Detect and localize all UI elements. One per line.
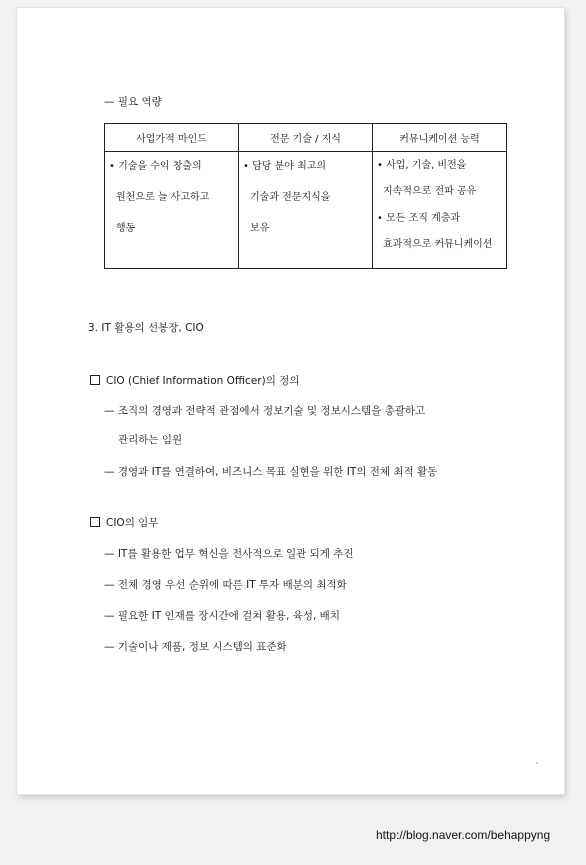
list-item: — 기술이나 제품, 정보 시스템의 표준화 <box>104 641 287 653</box>
table-cell <box>105 152 239 269</box>
table-header: 커뮤니케이션 능력 <box>373 124 507 152</box>
cell-line: • 사업, 기술, 비전을 <box>377 160 467 171</box>
table-header: 사업가적 마인드 <box>105 124 239 152</box>
list-item: — 필요한 IT 인재를 장시간에 걸쳐 활용, 육성, 배치 <box>104 610 340 622</box>
list-item: — 경영과 IT를 연결하여, 비즈니스 목표 실현을 위한 IT의 전체 최적 활동 <box>104 466 438 478</box>
table-cell <box>373 152 507 269</box>
cell-line: 지속적으로 전파 공유 <box>383 186 477 197</box>
cell-line: 효과적으로 커뮤니케이션 <box>383 239 493 250</box>
table-row <box>105 152 507 269</box>
cell-line: • 기술을 수익 창출의 <box>109 161 202 172</box>
table-header-row <box>105 124 507 152</box>
section-title: 3. IT 활용의 선봉장, CIO <box>88 322 204 334</box>
list-item: — IT를 활용한 업무 혁신을 전사적으로 일관 되게 추진 <box>104 548 354 560</box>
page-speck <box>536 762 538 764</box>
cell-line: • 모든 조직 계층과 <box>377 213 461 224</box>
blog-url-watermark: http://blog.naver.com/behappyng <box>376 828 551 842</box>
list-item: — 전체 경영 우선 순위에 따른 IT 투자 배분의 최적화 <box>104 579 347 591</box>
checkbox-square-icon <box>90 517 100 527</box>
cell-line: 행동 <box>116 223 136 234</box>
cell-line: • 담당 분야 최고의 <box>243 161 327 172</box>
cio-duty-heading-text: CIO의 임무 <box>106 517 159 529</box>
table-header: 전문 기술 / 지식 <box>239 124 373 152</box>
cell-line: 기술과 전문지식을 <box>250 192 331 203</box>
list-item: — 조직의 경영과 전략적 관점에서 정보기술 및 정보시스템을 총괄하고 <box>104 405 426 417</box>
checkbox-square-icon <box>90 375 100 385</box>
list-item: 관리하는 임원 <box>118 434 183 446</box>
cio-duty-heading <box>90 516 158 530</box>
cell-line: 원천으로 늘 사고하고 <box>116 192 210 203</box>
table-cell <box>239 152 373 269</box>
cell-line: 보유 <box>250 223 270 234</box>
cio-definition-heading-text: CIO (Chief Information Officer)의 정의 <box>106 375 300 387</box>
cio-definition-heading <box>90 374 299 388</box>
competency-table <box>104 123 507 269</box>
competency-heading: — 필요 역량 <box>104 96 162 108</box>
